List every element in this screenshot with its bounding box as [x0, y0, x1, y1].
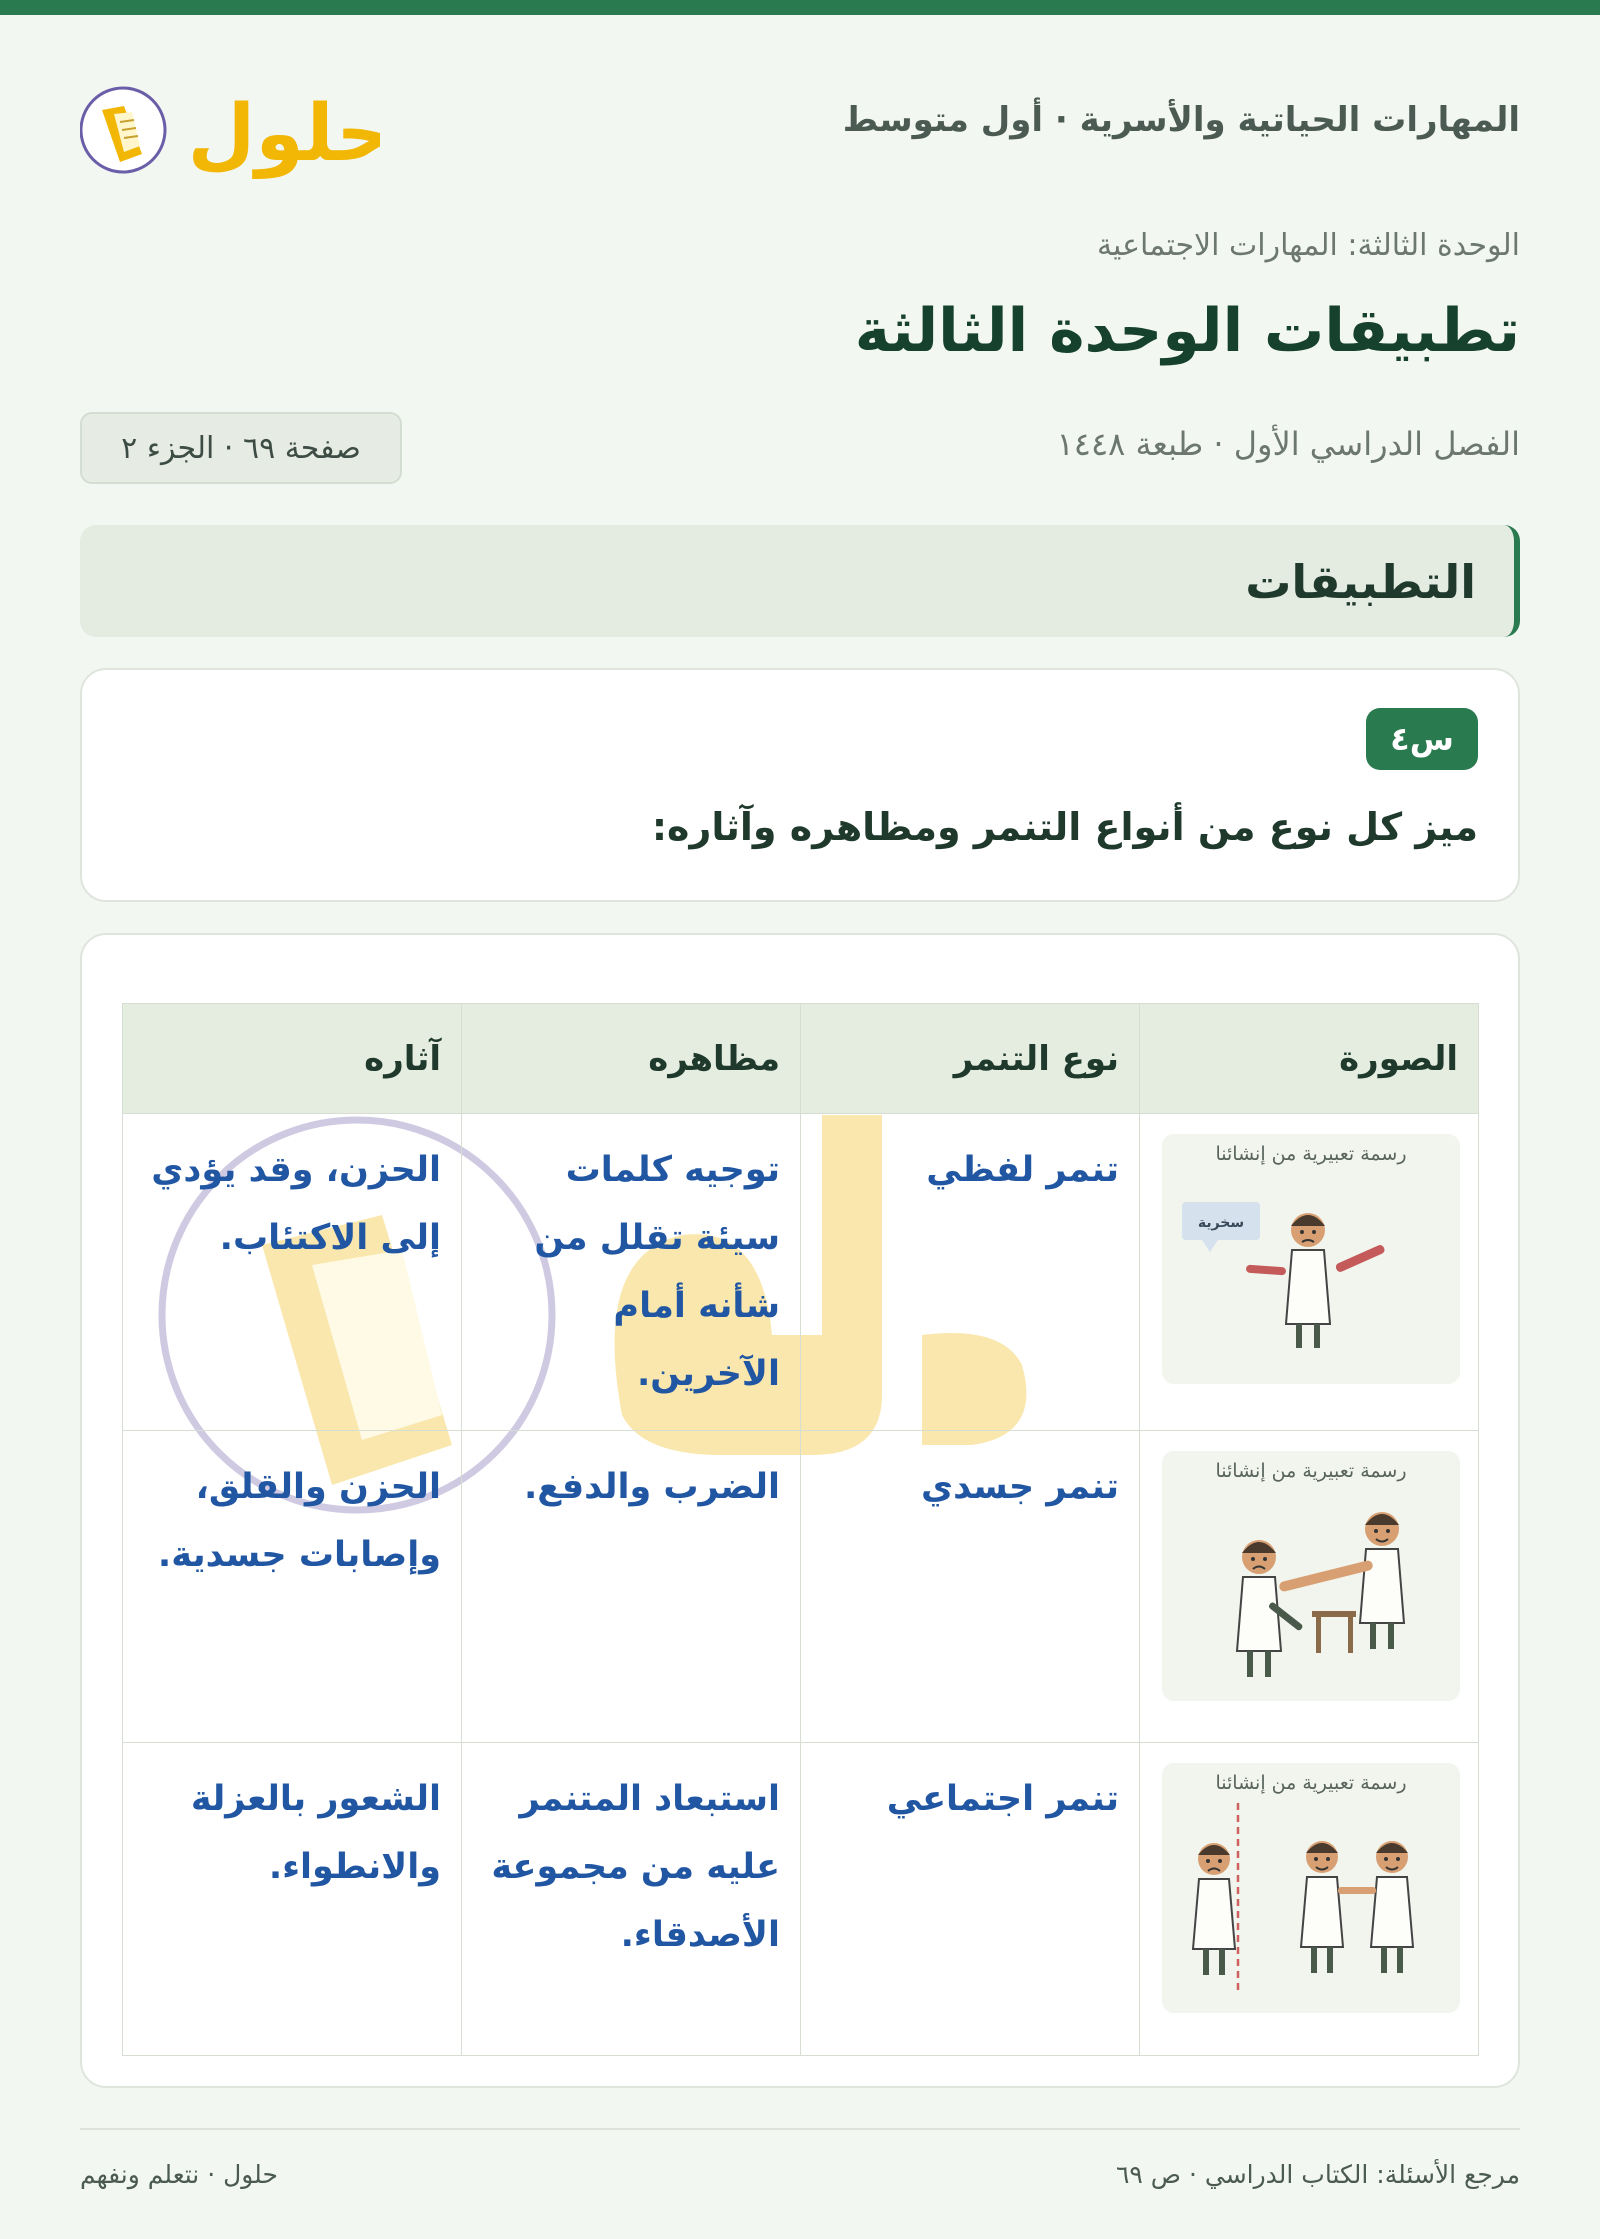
speech-bubble-text: سخرية — [1197, 1215, 1245, 1231]
section-title: التطبيقات — [1245, 555, 1476, 609]
table-row — [123, 1114, 1479, 1431]
bullying-table — [122, 1003, 1479, 2056]
answer-table-card — [80, 933, 1520, 2088]
bullying-type: تنمر اجتماعي — [801, 1743, 1140, 2056]
physical-bullying-illustration — [1162, 1451, 1460, 1701]
page-header — [80, 60, 1520, 190]
top-accent-bar — [0, 0, 1600, 15]
page-title: تطبيقات الوحدة الثالثة — [854, 296, 1520, 366]
header-manifestations: مظاهره — [462, 1004, 801, 1114]
table-header-row — [123, 1004, 1479, 1114]
question-number-badge: س٤ — [1366, 708, 1478, 770]
illustration-caption: رسمة تعبيرية من إنشائنا — [1215, 1772, 1407, 1794]
footer-divider — [80, 2128, 1520, 2130]
image-cell — [1140, 1114, 1479, 1431]
image-cell — [1140, 1743, 1479, 2056]
question-card — [80, 668, 1520, 902]
illustration-caption: رسمة تعبيرية من إنشائنا — [1215, 1143, 1407, 1165]
table-row — [123, 1431, 1479, 1743]
bullying-effects: الشعور بالعزلة والانطواء. — [123, 1743, 462, 2056]
section-header — [80, 525, 1520, 637]
footer-reference: مرجع الأسئلة: الكتاب الدراسي · ص ٦٩ — [1115, 2160, 1520, 2189]
brand-logo[interactable] — [80, 80, 380, 180]
term-edition: الفصل الدراسي الأول · طبعة ١٤٤٨ — [1056, 425, 1520, 463]
subject-title: المهارات الحياتية والأسرية · أول متوسط — [842, 100, 1520, 140]
bullying-manifestations: استبعاد المتنمر عليه من مجموعة الأصدقاء. — [462, 1743, 801, 2056]
bullying-type: تنمر لفظي — [801, 1114, 1140, 1431]
header-image: الصورة — [1140, 1004, 1479, 1114]
question-text: ميز كل نوع من أنواع التنمر ومظاهره وآثاره: — [651, 805, 1478, 849]
brand-wordmark: حلول — [187, 89, 380, 179]
bullying-type: تنمر جسدي — [801, 1431, 1140, 1743]
bullying-manifestations: توجيه كلمات سيئة تقلل من شأنه أمام الآخرين. — [462, 1114, 801, 1431]
page-badge: صفحة ٦٩ · الجزء ٢ — [80, 412, 402, 484]
header-effects: آثاره — [123, 1004, 462, 1114]
illustration-caption: رسمة تعبيرية من إنشائنا — [1215, 1460, 1407, 1482]
unit-label: الوحدة الثالثة: المهارات الاجتماعية — [1096, 228, 1520, 263]
image-cell — [1140, 1431, 1479, 1743]
bullying-effects: الحزن والقلق، وإصابات جسدية. — [123, 1431, 462, 1743]
verbal-bullying-illustration — [1162, 1134, 1460, 1384]
header-type: نوع التنمر — [801, 1004, 1140, 1114]
bullying-effects: الحزن، وقد يؤدي إلى الاكتئاب. — [123, 1114, 462, 1431]
table-row — [123, 1743, 1479, 2056]
social-bullying-illustration — [1162, 1763, 1460, 2013]
bullying-manifestations: الضرب والدفع. — [462, 1431, 801, 1743]
footer-tagline: حلول · نتعلم ونفهم — [80, 2160, 278, 2189]
